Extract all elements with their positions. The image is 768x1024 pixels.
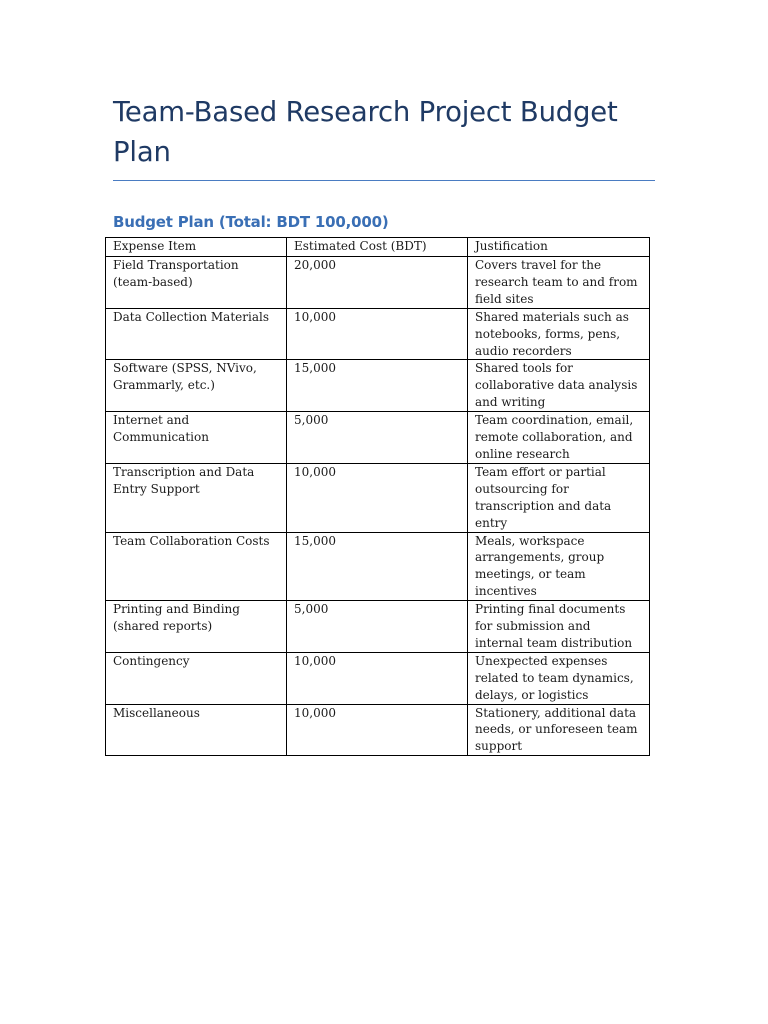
- expense-item-cell: Software (SPSS, NVivo, Grammarly, etc.): [106, 360, 287, 412]
- cost-cell: 10,000: [287, 704, 468, 756]
- expense-item-cell: Data Collection Materials: [106, 308, 287, 360]
- cost-cell: 20,000: [287, 257, 468, 309]
- cost-cell: 5,000: [287, 601, 468, 653]
- justification-cell: Team coordination, email, remote collaboration, and online research: [468, 412, 650, 464]
- expense-item-cell: Field Transportation (team-based): [106, 257, 287, 309]
- justification-cell: Shared materials such as notebooks, forms, pens, audio recorders: [468, 308, 650, 360]
- cost-cell: 15,000: [287, 360, 468, 412]
- table-row: [106, 704, 650, 756]
- cost-cell: 10,000: [287, 652, 468, 704]
- table-row: [106, 463, 650, 532]
- expense-item-cell: Printing and Binding (shared reports): [106, 601, 287, 653]
- table-row: [106, 257, 650, 309]
- table-row: [106, 652, 650, 704]
- cost-cell: 10,000: [287, 308, 468, 360]
- expense-item-cell: Contingency: [106, 652, 287, 704]
- justification-cell: Covers travel for the research team to and from field sites: [468, 257, 650, 309]
- expense-item-cell: Internet and Communication: [106, 412, 287, 464]
- table-row: [106, 601, 650, 653]
- table-row: [106, 360, 650, 412]
- column-header-expense-item: Expense Item: [106, 238, 287, 257]
- document-title: Team-Based Research Project Budget Plan: [113, 96, 618, 168]
- justification-cell: Meals, workspace arrangements, group meetings, or team incentives: [468, 532, 650, 601]
- table-row: [106, 308, 650, 360]
- expense-item-cell: Transcription and Data Entry Support: [106, 463, 287, 532]
- table-row: [106, 532, 650, 601]
- justification-cell: Stationery, additional data needs, or unforeseen team support: [468, 704, 650, 756]
- justification-cell: Shared tools for collaborative data analysis and writing: [468, 360, 650, 412]
- section-heading: Budget Plan (Total: BDT 100,000): [113, 213, 389, 231]
- column-header-estimated-cost: Estimated Cost (BDT): [287, 238, 468, 257]
- cost-cell: 10,000: [287, 463, 468, 532]
- justification-cell: Team effort or partial outsourcing for transcription and data entry: [468, 463, 650, 532]
- table-header-row: [106, 238, 650, 257]
- cost-cell: 15,000: [287, 532, 468, 601]
- justification-cell: Unexpected expenses related to team dynamics, delays, or logistics: [468, 652, 650, 704]
- budget-table: [105, 237, 650, 756]
- justification-cell: Printing final documents for submission and internal team distribution: [468, 601, 650, 653]
- expense-item-cell: Team Collaboration Costs: [106, 532, 287, 601]
- expense-item-cell: Miscellaneous: [106, 704, 287, 756]
- column-header-justification: Justification: [468, 238, 650, 257]
- table-row: [106, 412, 650, 464]
- cost-cell: 5,000: [287, 412, 468, 464]
- title-divider: [113, 180, 655, 181]
